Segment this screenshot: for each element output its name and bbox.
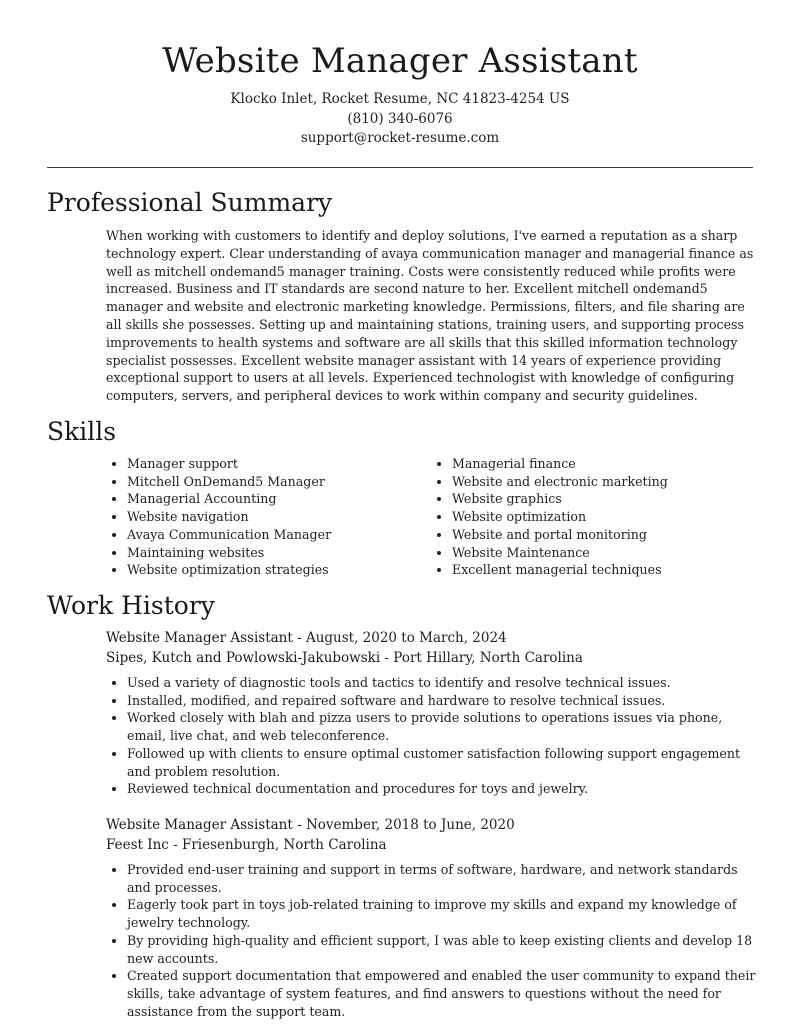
- skill-item: • Website Maintenance: [452, 544, 756, 562]
- job-bullet: • Reviewed technical documentation and procedures for toys and jewelry.: [127, 780, 756, 798]
- skill-item: • Managerial finance: [452, 455, 756, 473]
- job-dates: - August, 2020 to March, 2024: [292, 630, 507, 646]
- job-role: Website Manager Assistant: [106, 817, 293, 833]
- job-entry: [106, 815, 756, 1020]
- skill-item: • Manager support: [127, 455, 431, 473]
- skills-column-left: [106, 455, 431, 579]
- contact-block: [0, 90, 800, 149]
- skills-column-right: [431, 455, 756, 579]
- candidate-name: Website Manager Assistant: [162, 41, 638, 81]
- job-bullet: • Installed, modified, and repaired software and hardware to resolve technical issues.: [127, 692, 756, 710]
- skill-item: • Website and electronic marketing: [452, 473, 756, 491]
- job-bullet: • Followed up with clients to ensure optimal customer satisfaction following support engagement and problem resolution.: [127, 745, 756, 780]
- job-location: - Port Hillary, North Carolina: [380, 650, 583, 666]
- job-company: Sipes, Kutch and Powlowski-Jakubowski: [106, 650, 381, 666]
- job-bullet: • Eagerly took part in toys job-related training to improve my skills and expand my knowledge of jewelry technology.: [127, 896, 756, 931]
- skill-item: • Website graphics: [452, 490, 756, 508]
- job-bullet: • Worked closely with blah and pizza users to provide solutions to operations issues via phone, email, live chat, and web teleconference.: [127, 709, 756, 744]
- skill-item: • Website optimization: [452, 508, 756, 526]
- skills-list: [106, 455, 756, 579]
- skill-item: • Maintaining websites: [127, 544, 431, 562]
- contact-address: Klocko Inlet, Rocket Resume, NC 41823-4254 US: [230, 91, 570, 107]
- skill-item: • Mitchell OnDemand5 Manager: [127, 473, 431, 491]
- job-bullet: • By providing high-quality and efficient support, I was able to keep existing clients and develop 18 new accounts.: [127, 932, 756, 967]
- job-dates: - November, 2018 to June, 2020: [292, 817, 515, 833]
- summary-text: When working with customers to identify and deploy solutions, I've earned a reputation as a sharp technology expert. Clear understanding of avaya communication manager and managerial finance as well as mitchell ondemand5 manager training. Costs were consistently reduced while profits were increased. Business and IT standards are second nature to her. Excellent mitchell ondemand5 manager and website and electronic marketing knowledge. Permissions, filters, and file sharing are all skills she possesses. Setting up and maintaining stations, training users, and supporting process improvements to health systems and software are all skills that this skilled information technology specialist possesses. Excellent website manager assistant with 14 years of experience providing exceptional support to users at all levels. Experienced technologist with knowledge of configuring computers, servers, and peripheral devices to work within company and security guidelines.: [106, 228, 754, 404]
- work-history-heading: Work History: [47, 591, 215, 620]
- job-company: Feest Inc: [106, 837, 169, 853]
- job-role: Website Manager Assistant: [106, 630, 293, 646]
- job-bullets: [106, 674, 756, 798]
- skill-item: • Avaya Communication Manager: [127, 526, 431, 544]
- job-entry: [106, 628, 756, 798]
- contact-email: support@rocket-resume.com: [300, 130, 500, 146]
- job-title-line: [106, 815, 756, 835]
- job-bullets: [106, 861, 756, 1020]
- resume-header: [0, 38, 800, 149]
- summary-heading: Professional Summary: [47, 188, 333, 217]
- header-divider: [47, 167, 753, 168]
- skill-item: • Managerial Accounting: [127, 490, 431, 508]
- job-company-line: [106, 648, 756, 668]
- job-title-line: [106, 628, 756, 648]
- skill-item: • Website and portal monitoring: [452, 526, 756, 544]
- job-bullet: • Provided end-user training and support in terms of software, hardware, and network standards and processes.: [127, 861, 756, 896]
- skill-item: • Website optimization strategies: [127, 561, 431, 579]
- job-company-line: [106, 835, 756, 855]
- contact-phone: (810) 340-6076: [347, 110, 453, 127]
- job-bullet: • Created support documentation that empowered and enabled the user community to expand their skills, take advantage of system features, and find answers to questions without the need for assistance from the support team.: [127, 967, 756, 1020]
- skill-item: • Website navigation: [127, 508, 431, 526]
- job-bullet: • Used a variety of diagnostic tools and tactics to identify and resolve technical issues.: [127, 674, 756, 692]
- skill-item: • Excellent managerial techniques: [452, 561, 756, 579]
- skills-heading: Skills: [47, 417, 117, 446]
- job-location: - Friesenburgh, North Carolina: [168, 837, 387, 853]
